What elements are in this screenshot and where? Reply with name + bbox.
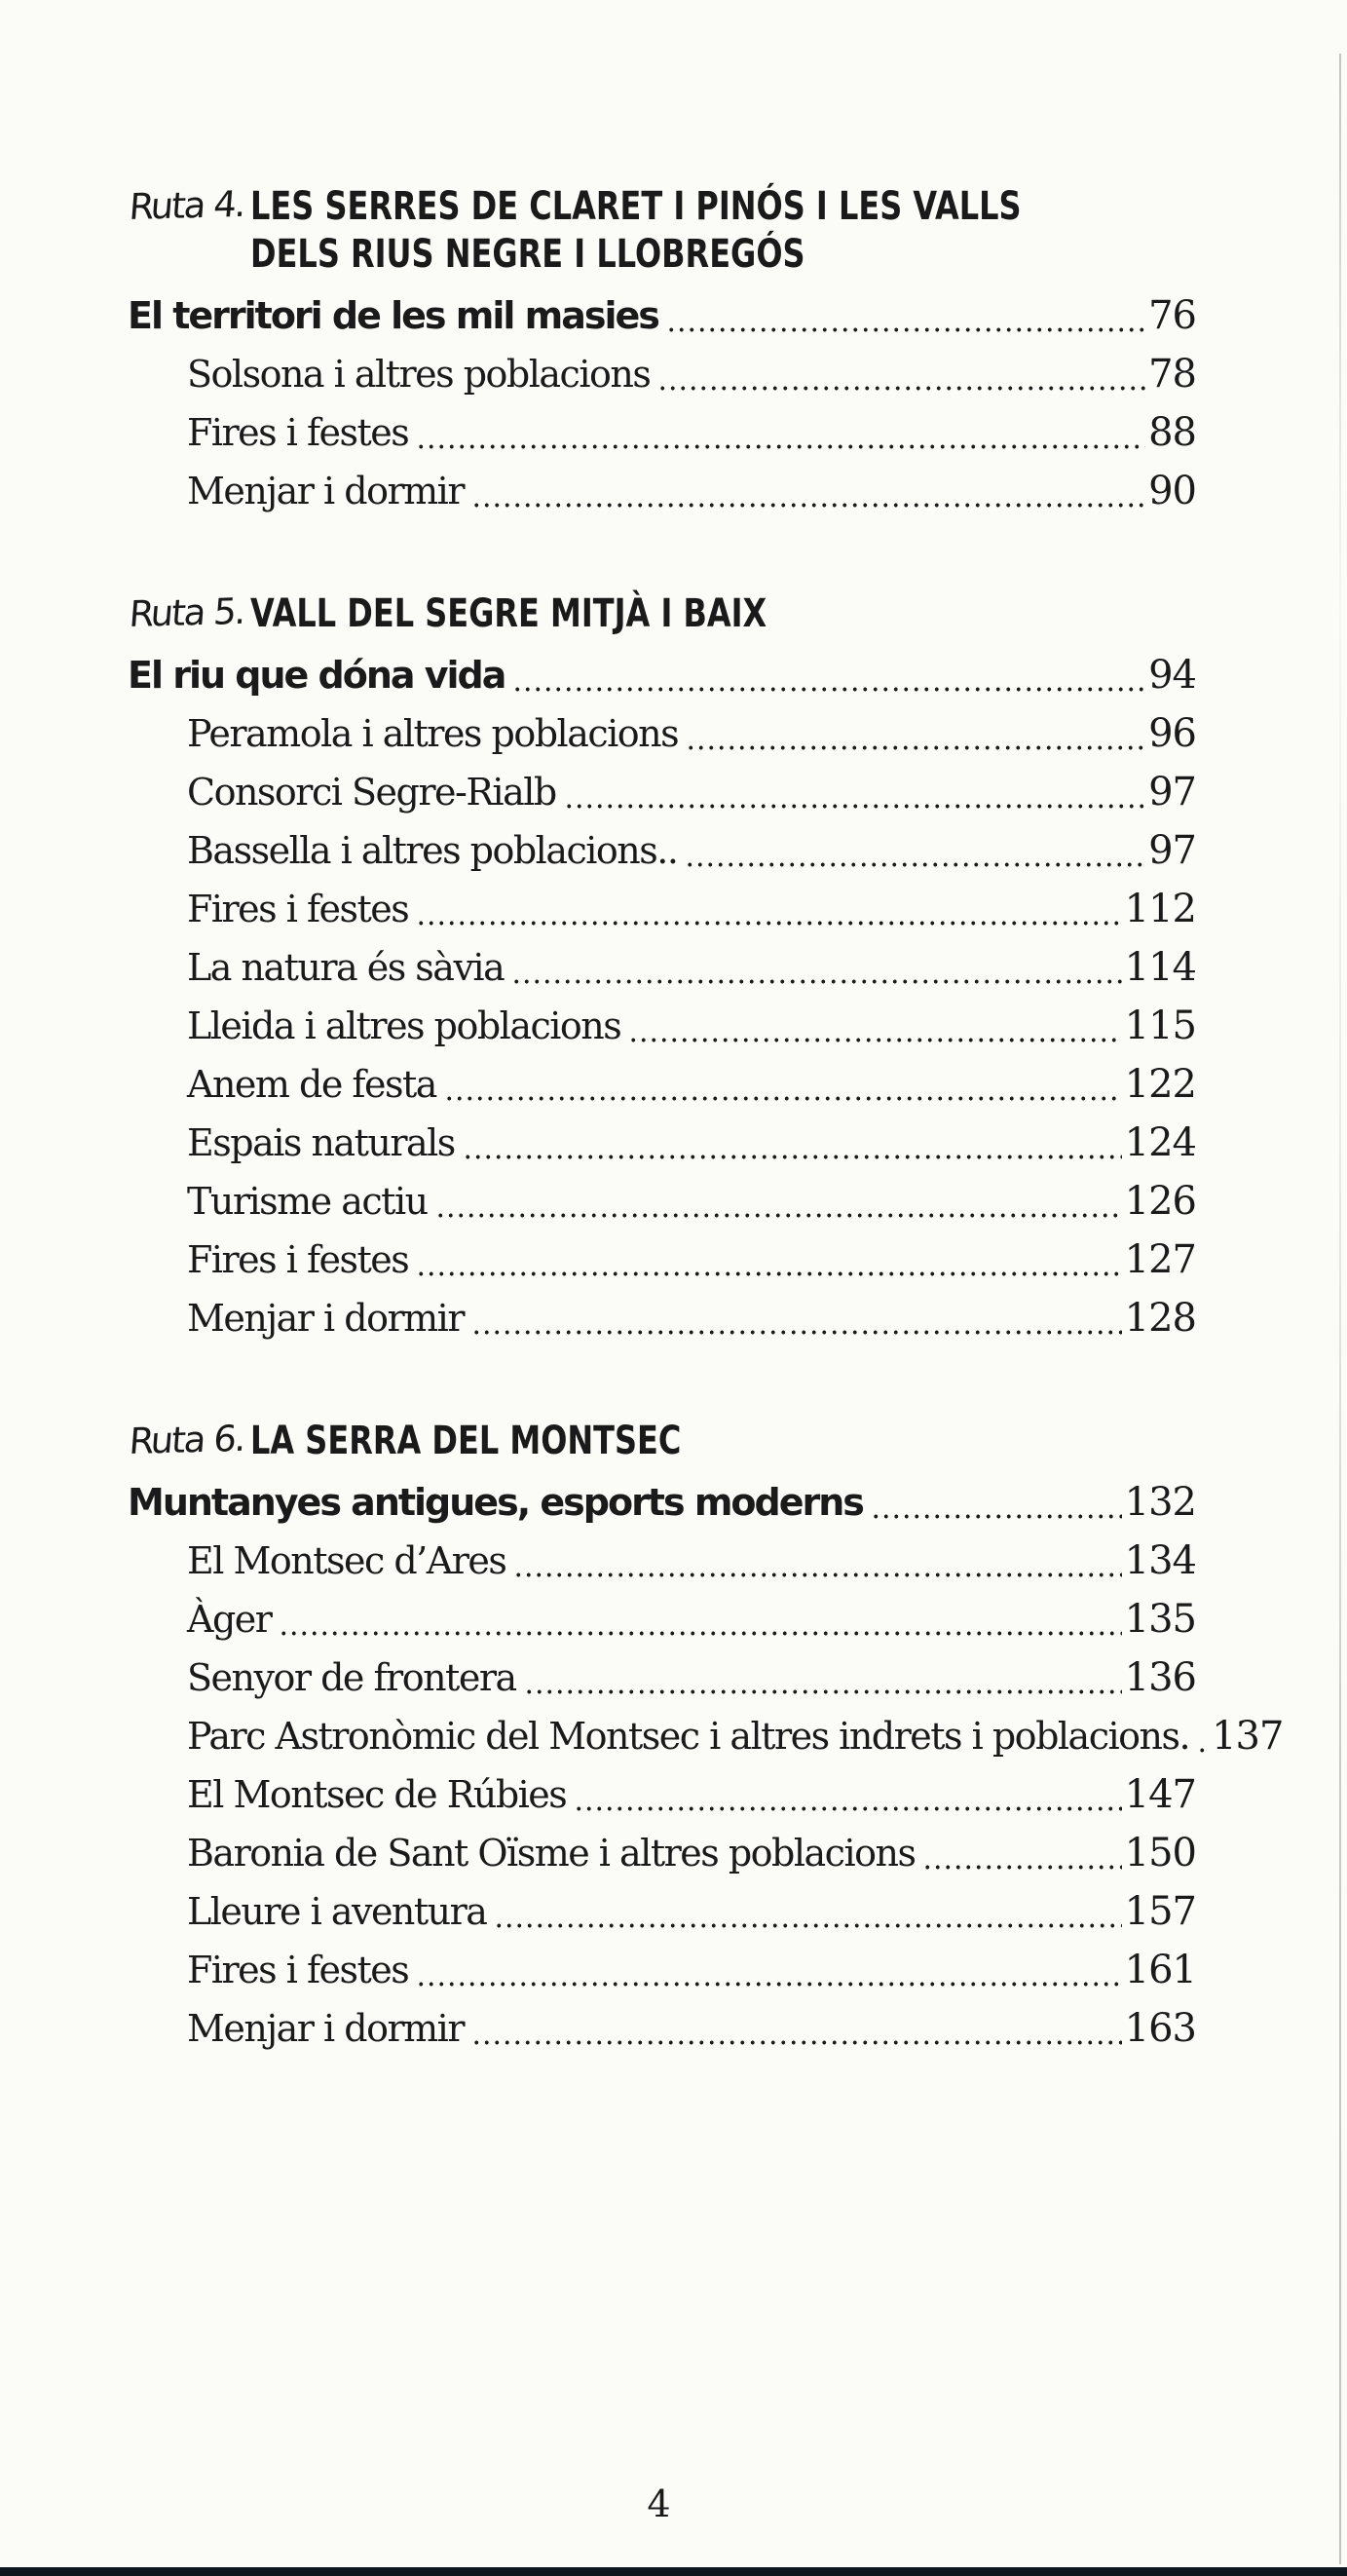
dot-leader [435,1213,1122,1218]
toc-entry-label: Espais naturals [187,1121,455,1164]
dot-leader [416,1982,1121,1987]
toc-row [128,1114,1196,1172]
toc-row [128,646,1196,704]
toc-entry-label: Consorci Segre-Rialb [187,771,556,814]
toc-row [128,821,1196,880]
dot-leader [416,444,1145,449]
section-title-line: LES SERRES DE CLARET I PINÓS I LES VALLS [250,184,1022,229]
toc-row [128,1941,1196,1999]
section-heading [128,590,1196,638]
toc-entry-page: 127 [1124,1237,1196,1282]
toc-entry-page: 112 [1124,887,1196,931]
toc-row [128,1765,1196,1824]
toc-rows [128,286,1196,520]
dot-leader [463,1155,1122,1159]
dot-leader [564,804,1145,809]
toc-entry-label: Muntanyes antigues, esports moderns [128,1481,863,1524]
toc-entry-label: Fires i festes [187,411,409,454]
toc-entry-label: Turisme actiu [187,1180,428,1223]
toc-entry-page: 132 [1124,1480,1196,1525]
page-number: 4 [647,2482,671,2525]
toc-row [128,1172,1196,1231]
section-title [250,590,767,638]
table-of-contents [128,182,1284,2058]
toc-entry-label: Àger [187,1598,272,1641]
section-heading [128,183,1196,279]
toc-entry-label: Baronia de Sant Oïsme i altres poblacions [187,1832,916,1875]
dot-leader [471,503,1145,508]
toc-entry-page: 124 [1124,1120,1196,1165]
dot-leader [471,1330,1122,1335]
dot-leader [416,1271,1121,1276]
dot-leader [686,745,1145,750]
dot-leader [871,1514,1122,1519]
dot-leader [416,921,1121,926]
route-label: Ruta 4. [128,182,246,228]
toc-row [128,462,1196,520]
toc-entry-label: Menjar i dormir [187,470,465,512]
toc-entry-label: Menjar i dormir [187,1297,465,1340]
toc-row [128,1289,1196,1347]
toc-entry-label: Bassella i altres poblacions.. [187,829,678,872]
toc-row [128,1999,1196,2058]
toc-entry-label: El Montsec d’Ares [187,1539,506,1582]
toc-section [128,1417,1284,2058]
toc-row [128,763,1196,821]
toc-row [128,997,1196,1055]
toc-entry-label: Senyor de frontera [187,1656,516,1699]
toc-entry-page: 76 [1148,293,1196,338]
dot-leader [922,1865,1121,1870]
dot-leader [657,386,1145,391]
toc-entry-page: 96 [1148,711,1196,756]
dot-leader [513,1572,1121,1577]
toc-row [128,1590,1196,1648]
toc-entry-label: Fires i festes [187,1949,409,1991]
toc-row [128,880,1196,938]
dot-leader [444,1096,1122,1101]
toc-entry-page: 88 [1148,410,1196,455]
toc-entry-page: 122 [1124,1062,1196,1107]
toc-entry-label: El territori de les mil masies [128,294,658,337]
toc-entry-page: 134 [1124,1538,1196,1583]
toc-rows [128,1473,1284,2058]
toc-entry-page: 135 [1124,1597,1196,1642]
toc-entry-label: La natura és sàvia [187,946,505,989]
dot-leader [666,327,1145,332]
toc-row [128,1231,1196,1289]
toc-row [128,1882,1196,1941]
toc-entry-label: Peramola i altres poblacions [187,712,679,755]
toc-entry-label: Lleida i altres poblacions [187,1004,621,1047]
toc-entry-label: Menjar i dormir [187,2007,465,2050]
dot-leader [471,2040,1122,2045]
toc-row [128,345,1196,403]
section-title [250,183,1022,279]
scan-edge-bar [0,2567,1347,2576]
toc-section [128,183,1196,520]
dot-leader [574,1806,1121,1811]
toc-entry-page: 94 [1148,653,1196,698]
toc-entry-page: 136 [1124,1655,1196,1700]
toc-entry-page: 137 [1212,1714,1284,1759]
toc-entry-label: Fires i festes [187,888,409,930]
toc-entry-page: 163 [1124,2006,1196,2051]
dot-leader [1197,1748,1209,1753]
page-edge-shadow [1339,54,1341,2564]
toc-entry-page: 97 [1148,770,1196,814]
toc-entry-page: 161 [1124,1948,1196,1992]
toc-row [128,1648,1196,1707]
section-title-line: DELS RIUS NEGRE I LLOBREGÓS [250,232,805,277]
toc-row [128,286,1196,345]
section-title-line: LA SERRA DEL MONTSEC [250,1419,682,1463]
toc-entry-page: 128 [1124,1296,1196,1341]
section-title [250,1418,681,1465]
toc-entry-page: 97 [1148,828,1196,873]
toc-row [128,1824,1196,1882]
toc-row [128,704,1196,763]
toc-entry-page: 126 [1124,1179,1196,1224]
toc-entry-page: 150 [1124,1831,1196,1875]
toc-entry-page: 114 [1124,945,1196,990]
toc-entry-label: Parc Astronòmic del Montsec i altres indrets i poblacions. [187,1715,1190,1758]
toc-section [128,590,1196,1347]
toc-entry-label: Lleure i aventura [187,1890,487,1933]
dot-leader [511,979,1121,984]
toc-entry-page: 157 [1124,1889,1196,1934]
toc-row [128,1473,1196,1532]
toc-row [128,938,1196,997]
toc-entry-label: Solsona i altres poblacions [187,353,651,396]
dot-leader [512,687,1145,692]
route-label: Ruta 5. [128,589,246,635]
toc-row [128,403,1196,462]
toc-entry-label: El riu que dóna vida [128,654,505,697]
toc-entry-page: 147 [1124,1772,1196,1817]
toc-row [128,1532,1196,1590]
dot-leader [279,1631,1121,1636]
toc-row [128,1707,1284,1765]
toc-entry-label: Anem de festa [187,1063,436,1106]
toc-entry-page: 115 [1124,1004,1196,1048]
toc-entry-label: Fires i festes [187,1238,409,1281]
toc-entry-label: El Montsec de Rúbies [187,1773,567,1816]
section-title-line: VALL DEL SEGRE MITJÀ I BAIX [250,591,767,636]
dot-leader [685,862,1145,867]
dot-leader [628,1038,1121,1042]
section-heading [128,1418,1196,1465]
dot-leader [524,1689,1122,1694]
toc-row [128,1055,1196,1114]
dot-leader [494,1923,1121,1928]
toc-rows [128,646,1196,1347]
toc-entry-page: 78 [1148,352,1196,397]
toc-entry-page: 90 [1148,469,1196,513]
route-label: Ruta 6. [128,1417,246,1462]
